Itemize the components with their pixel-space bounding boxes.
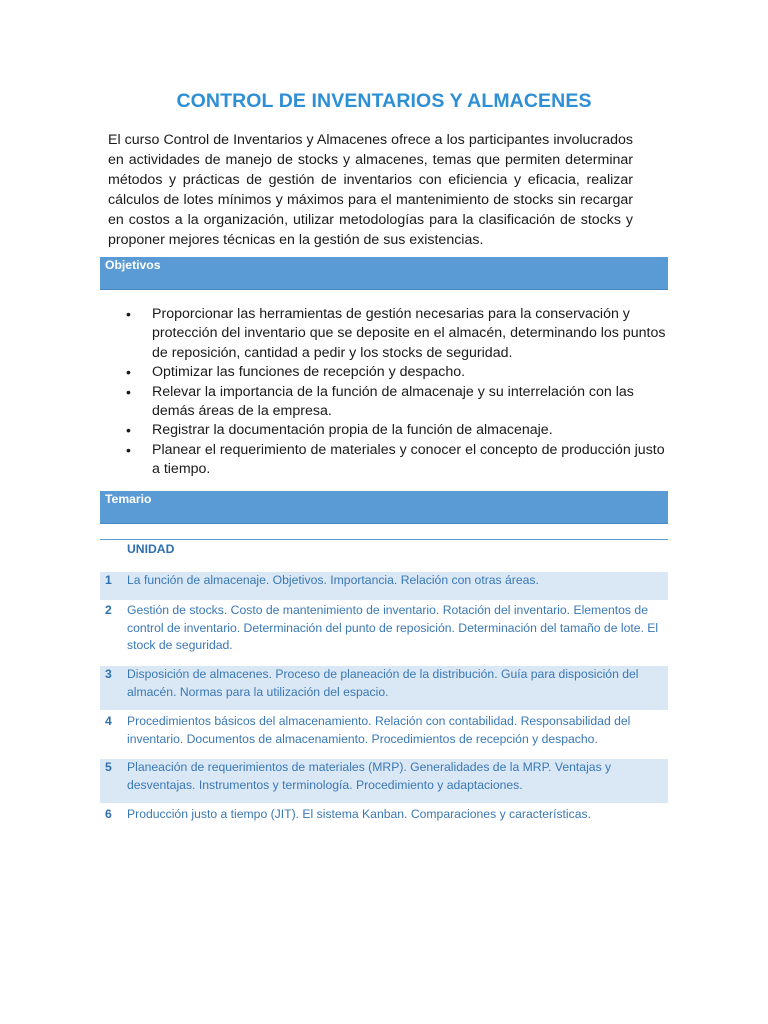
unit-number: 4: [105, 714, 112, 728]
objective-item: • Optimizar las funciones de recepción y despacho.: [108, 363, 668, 382]
objectives-list: [108, 305, 668, 480]
units-table: [100, 539, 668, 827]
table-row: [100, 600, 668, 666]
unit-number: 6: [105, 807, 112, 821]
page-title: CONTROL DE INVENTARIOS Y ALMACENES: [176, 90, 592, 112]
unit-description: Gestión de stocks. Costo de mantenimiento de inventario. Rotación del inventario. Elementos de control de inventario. Determinación del punto de reposición. Determinación del tamaño de lote. El stock de seguridad.: [127, 603, 659, 652]
objectives-heading: Objetivos: [105, 258, 161, 272]
table-row: [100, 666, 668, 710]
objective-item: • Relevar la importancia de la función de almacenaje y su interrelación con las demás áreas de la empresa.: [108, 383, 668, 422]
objective-item: • Proporcionar las herramientas de gestión necesarias para la conservación y protección del inventario que se deposite en el almacén, determinando los puntos de reposición, cantidad a pedir y los stocks de seguridad.: [108, 305, 668, 363]
unit-number: 1: [105, 573, 112, 587]
objective-item: • Registrar la documentación propia de la función de almacenaje.: [108, 421, 668, 440]
unit-description: La función de almacenaje. Objetivos. Importancia. Relación con otras áreas.: [127, 573, 539, 587]
unit-column-header: UNIDAD: [127, 542, 175, 556]
unit-description: Procedimientos básicos del almacenamiento. Relación con contabilidad. Responsabilidad del inventario. Documentos de almacenamiento. Procedimientos de recepción y despacho.: [127, 714, 631, 746]
unit-number: 2: [105, 603, 112, 617]
table-row: [100, 572, 668, 600]
unit-number: 3: [105, 667, 112, 681]
objectives-header-bar: [100, 257, 668, 290]
units-header-row: [100, 540, 668, 572]
unit-description: Producción justo a tiempo (JIT). El sistema Kanban. Comparaciones y características.: [127, 807, 591, 821]
temario-header-bar: [100, 491, 668, 524]
course-description: El curso Control de Inventarios y Almacenes ofrece a los participantes involucrados en actividades de manejo de stocks y almacenes, temas que permiten determinar métodos y prácticas de gestión de inventarios con eficiencia y eficacia, realizar cálculos de lotes mínimos y máximos para el mantenimiento de stocks sin recargar en costos a la organización, utilizar metodologías para la clasificación de stocks y proponer mejores técnicas en la gestión de sus existencias.: [108, 132, 633, 248]
unit-number: 5: [105, 760, 112, 774]
table-row: [100, 759, 668, 803]
unit-description: Planeación de requerimientos de materiales (MRP). Generalidades de la MRP. Ventajas y desventajas. Instrumentos y terminología. Procedimiento y adaptaciones.: [127, 760, 612, 792]
temario-heading: Temario: [105, 492, 152, 506]
table-row: [100, 710, 668, 759]
table-row: [100, 803, 668, 827]
objective-item: • Planear el requerimiento de materiales y conocer el concepto de producción justo a tiempo.: [108, 441, 668, 480]
unit-description: Disposición de almacenes. Proceso de planeación de la distribución. Guía para disposición del almacén. Normas para la utilización del espacio.: [127, 667, 639, 699]
